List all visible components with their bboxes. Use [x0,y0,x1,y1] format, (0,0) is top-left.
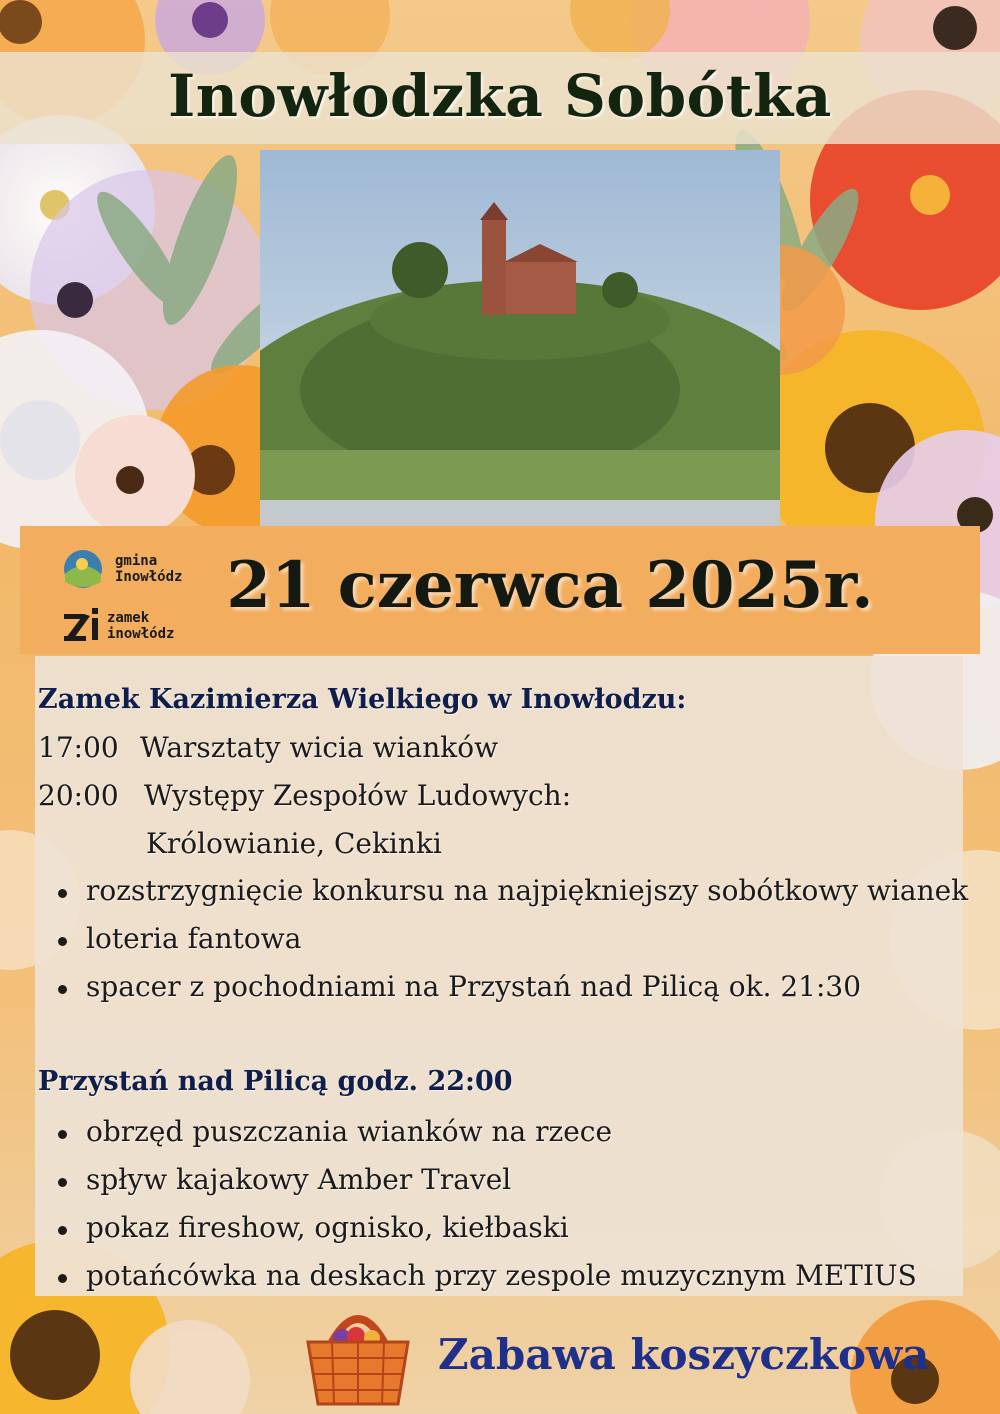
gmina-logo-icon [62,548,104,590]
list-item: potańcówka na deskach przy zespole muzycznym METIUS [86,1259,917,1292]
zamek-logo-line1: zamek [107,610,150,626]
poster-title: Inowłodzka Sobótka [168,62,832,130]
schedule-text: Występy Zespołów Ludowych: [144,779,572,812]
gmina-logo-line1: gmina [115,553,158,569]
bullet-dot [58,985,67,994]
zamek-logo-line2: inowłódz [107,626,175,642]
bullet-dot [58,889,67,898]
schedule-time: 20:00 [38,779,119,812]
bullet-dot [58,1274,67,1283]
event-date: 21 czerwca 2025r. [226,548,874,623]
list-item: spływ kajakowy Amber Travel [86,1163,512,1196]
section2-heading: Przystań nad Pilicą godz. 22:00 [38,1066,513,1097]
list-item: pokaz fireshow, ognisko, kiełbaski [86,1211,569,1244]
bullet-dot [58,1226,67,1235]
list-item: spacer z pochodniami na Przystań nad Pilicą ok. 21:30 [86,970,862,1003]
schedule-text: Warsztaty wicia wianków [140,731,499,764]
zamek-logo-icon [62,606,104,644]
schedule-subtext: Królowianie, Cekinki [146,827,442,860]
section1-heading: Zamek Kazimierza Wielkiego w Inowłodzu: [38,684,687,715]
list-item: obrzęd puszczania wianków na rzece [86,1115,613,1148]
gmina-logo-line2: Inowłódz [115,569,183,585]
bullet-dot [58,937,67,946]
church-photo [260,150,780,526]
bullet-dot [58,1178,67,1187]
zamek-logo-text [107,610,174,642]
list-item: loteria fantowa [86,922,302,955]
list-item: rozstrzygnięcie konkursu na najpiękniejszy sobótkowy wianek [86,874,969,907]
bullet-dot [58,1130,67,1139]
closing-headline: Zabawa koszyczkowa [438,1330,930,1379]
schedule-time: 17:00 [38,731,119,764]
picnic-basket-icon [302,1300,414,1410]
